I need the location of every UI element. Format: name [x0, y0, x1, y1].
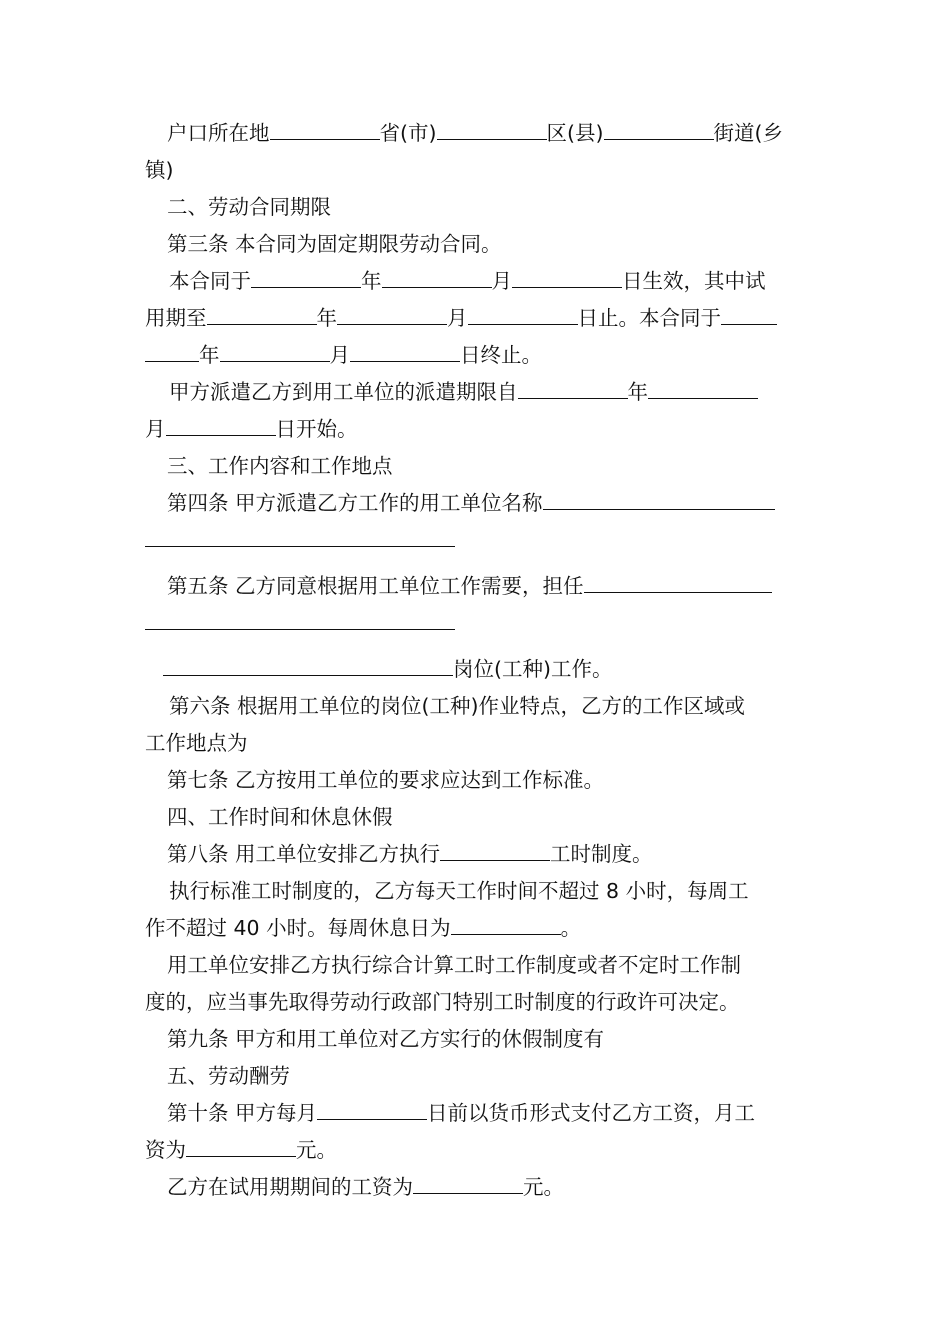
- line-rest-day: [145, 910, 807, 947]
- line-effective-date: [145, 263, 807, 300]
- text: 日终止。: [460, 343, 542, 367]
- text: 月: [491, 269, 512, 293]
- text: 作不超过 40 小时。每周休息日为: [145, 916, 451, 940]
- fill-blank: [604, 121, 714, 140]
- fill-blank: [317, 1101, 427, 1120]
- fill-blank: [512, 269, 622, 288]
- text: 区(县): [546, 121, 604, 145]
- text: 。: [560, 916, 582, 940]
- line-blank: [145, 522, 807, 568]
- clause-7: 第七条 乙方按用工单位的要求应达到工作标准。: [167, 768, 605, 792]
- fill-blank: [543, 491, 775, 510]
- line-post: [145, 651, 807, 688]
- fill-blank: [220, 343, 330, 362]
- fill-blank: [186, 1138, 296, 1157]
- text: 日止。本合同于: [577, 306, 721, 330]
- text: 资为: [145, 1138, 186, 1162]
- line-termination-date: [145, 337, 807, 374]
- section-heading: 五、劳动酬劳: [167, 1064, 290, 1088]
- line-text: 工作地点为: [145, 731, 248, 755]
- line-text: 用工单位安排乙方执行综合计算工时工作制度或者不定时工作制: [167, 953, 741, 977]
- fill-blank: [163, 657, 453, 676]
- text: 户口所在地: [167, 121, 270, 145]
- fill-blank: [207, 306, 317, 325]
- line-probation-date: [145, 300, 807, 337]
- fill-blank: [648, 380, 758, 399]
- clause-10: [145, 1095, 807, 1132]
- section-heading: 四、工作时间和休息休假: [167, 805, 393, 829]
- clause-6: 第六条 根据用工单位的岗位(工种)作业特点，乙方的工作区域或: [169, 694, 746, 718]
- fill-blank: [451, 916, 561, 935]
- line-text: 度的，应当事先取得劳动行政部门特别工时制度的行政许可决定。: [145, 990, 740, 1014]
- clause-9: 第九条 甲方和用工单位对乙方实行的休假制度有: [167, 1027, 605, 1051]
- text: 街道(乡: [713, 121, 783, 145]
- fill-blank: [382, 269, 492, 288]
- clause-4: [145, 485, 807, 522]
- section-heading: 二、劳动合同期限: [167, 195, 331, 219]
- fill-blank: [251, 269, 361, 288]
- clause-5: [145, 568, 807, 605]
- text: 第五条 乙方同意根据用工单位工作需要，担任: [167, 574, 584, 598]
- text: 岗位(工种)工作。: [453, 657, 613, 681]
- fill-blank: [413, 1175, 523, 1194]
- text: 甲方派遣乙方到用工单位的派遣期限自: [169, 380, 518, 404]
- fill-blank: [145, 343, 199, 362]
- fill-blank: [145, 528, 455, 547]
- text: 元。: [523, 1175, 564, 1199]
- line-probation-wage: [145, 1169, 807, 1206]
- text: 用期至: [145, 306, 207, 330]
- fill-blank: [270, 121, 380, 140]
- fill-blank: [350, 343, 460, 362]
- line-dispatch-period: [145, 374, 807, 411]
- fill-blank: [440, 842, 550, 861]
- fill-blank: [518, 380, 628, 399]
- line-blank: [145, 605, 807, 651]
- text: 月: [145, 417, 166, 441]
- text: 第十条 甲方每月: [167, 1101, 318, 1125]
- text: 第八条 用工单位安排乙方执行: [167, 842, 441, 866]
- line-text: 镇): [145, 158, 174, 182]
- text: 日开始。: [275, 417, 358, 441]
- text: 日生效，其中试: [622, 269, 766, 293]
- fill-blank: [437, 121, 547, 140]
- text: 工时制度。: [550, 842, 653, 866]
- section-heading: 三、工作内容和工作地点: [167, 454, 393, 478]
- clause-8: [145, 836, 807, 873]
- fill-blank: [584, 574, 772, 593]
- fill-blank: [166, 417, 276, 436]
- text: 省(市): [379, 121, 437, 145]
- fill-blank: [337, 306, 447, 325]
- line-text: 执行标准工时制度的，乙方每天工作时间不超过 8 小时，每周工: [169, 879, 749, 903]
- text: 本合同于: [169, 269, 251, 293]
- fill-blank: [721, 306, 777, 325]
- line-household-location: [145, 115, 807, 152]
- text: 元。: [296, 1138, 337, 1162]
- text: 月: [329, 343, 350, 367]
- line-monthly-wage: [145, 1132, 807, 1169]
- text: 日前以货币形式支付乙方工资，月工: [427, 1101, 756, 1125]
- text: 第四条 甲方派遣乙方工作的用工单位名称: [167, 491, 543, 515]
- fill-blank: [145, 611, 455, 630]
- clause-3: 第三条 本合同为固定期限劳动合同。: [167, 232, 502, 256]
- text: 月: [447, 306, 468, 330]
- text: 年: [199, 343, 220, 367]
- text: 年: [627, 380, 648, 404]
- text: 乙方在试用期期间的工资为: [167, 1175, 413, 1199]
- fill-blank: [468, 306, 578, 325]
- text: 年: [361, 269, 382, 293]
- text: 年: [316, 306, 337, 330]
- line-dispatch-start: [145, 411, 807, 448]
